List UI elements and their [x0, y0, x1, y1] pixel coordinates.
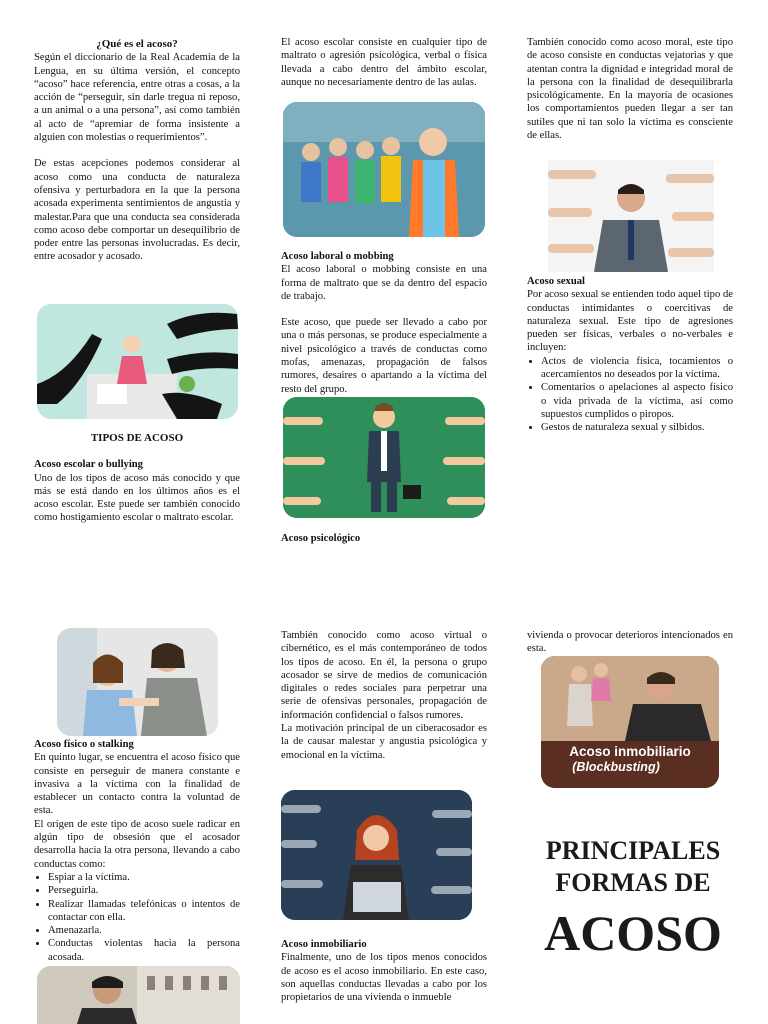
heading-fisico: Acoso físico o stalking: [34, 739, 134, 750]
list-item: • Amenazarla.: [48, 924, 240, 937]
paragraph: De estas acepciones podemos considerar al acoso como una conducta de naturaleza ofensiva y perturbadora en la que la persona acosada experimenta sentimientos de angustia y malestar.Para que una conducta sea considerada como acoso debe comportar un desequilibrio de poder entre las personas involucradas. Es decir, entre acosador y acosado.: [34, 158, 240, 263]
paragraph: También conocido como acoso virtual o cibernético, es el más contemporáneo de todos los tipos de acoso. En él, la persona o grupo acosador se sirve de medios de comunicación digitales o redes sociales para perpetrar una serie de ofensivas personales, propagación de información confidencial o falsos rumores.: [281, 630, 487, 721]
heading-inmobiliario: Acoso inmobiliario: [281, 939, 367, 950]
list-item: • Realizar llamadas telefónicas o intentos de contactar con ella.: [48, 898, 240, 925]
column-4: [34, 738, 240, 964]
paragraph: vivienda o provocar deterioros intencionados en esta.: [527, 630, 733, 655]
photo-pointing-fingers: [548, 160, 714, 272]
column-3: [527, 36, 733, 142]
photo-office-stalking: [57, 628, 218, 736]
paragraph: El origen de este tipo de acoso suele radicar en algún tipo de obsesión que el acosador desarrolla hacia la otra persona, llevando a cabo conductas como:: [34, 818, 240, 870]
list-item: • Comentarios o apelaciones al aspecto físico o vida privada de la víctima, así como supuestos cumplidos o piropos.: [541, 381, 733, 421]
column-3-bottom: [527, 275, 733, 435]
column-2-middle: [281, 250, 487, 396]
image-caption-title: Acoso inmobiliario: [569, 744, 691, 759]
photo-street-man: [37, 966, 240, 1024]
column-2-bottom: [281, 532, 487, 545]
image-caption-subtitle: (Blockbusting): [572, 760, 660, 774]
column-1-bottom: [34, 432, 240, 525]
illustration-stop-hands: [37, 304, 238, 419]
list-item: • Perseguirla.: [48, 884, 240, 897]
heading-sexual: Acoso sexual: [527, 276, 585, 287]
photo-bullying-kids: [283, 102, 485, 237]
cover-title-line-2: FORMAS DE: [555, 868, 711, 897]
paragraph: El acoso escolar consiste en cualquier tipo de maltrato o agresión psicológica, verbal o física llevada a cabo dentro del ámbito escolar, aunque no necesariamente dentro de las aulas.: [281, 37, 487, 88]
paragraph: El acoso laboral o mobbing consiste en una forma de maltrato que se da dentro del espacio de trabajo.: [281, 264, 487, 302]
paragraph: En quinto lugar, se encuentra el acoso físico que consiste en perseguir de manera constante e invasiva a la víctima con la finalidad de establecer un contacto contra la voluntad de esta.: [34, 752, 240, 817]
illustration-mobbing-fingers: [283, 397, 485, 518]
photo-blockbusting: [541, 656, 719, 788]
paragraph: La motivación principal de un ciberacosador es la de causar malestar y angustia psicológica y emocional en la víctima.: [281, 723, 487, 761]
list-item: • Espiar a la víctima.: [48, 871, 240, 884]
sexual-bullet-list: [527, 355, 733, 435]
column-5-bottom: [281, 938, 487, 1004]
heading-psicologico: Acoso psicológico: [281, 533, 361, 544]
heading-bullying: Acoso escolar o bullying: [34, 459, 143, 471]
cover-title-line-3: ACOSO: [544, 905, 722, 961]
paragraph: Según el diccionario de la Real Academia de la Lengua, en su última versión, el concepto “acoso” hace referencia, entre otras a cosas, a la acción de “perseguir, sin darle tregua ni reposo, a un animal o a una persona”, así como también al acto de “apremiar de forma insistente a alguien con molestias o requerimientos”.: [34, 52, 240, 144]
paragraph: Por acoso sexual se entienden todo aquel tipo de conductas intimidantes o coercitivas de naturaleza sexual. Este tipo de agresiones pueden ser físicas, verbales o no-verbales e incluyen:: [527, 289, 733, 354]
stalking-bullet-list: [34, 871, 240, 964]
paragraph: Este acoso, que puede ser llevado a cabo por una o más personas, se produce especialmente a nivel psicológico a través de conductas como mofas, amenazas, propagación de falsos rumores, desaires o apartando a la víctima del resto del grupo.: [281, 317, 487, 395]
heading-laboral: Acoso laboral o mobbing: [281, 251, 394, 262]
list-item: • Actos de violencia física, tocamientos o acercamientos no deseados por la víctima.: [541, 355, 733, 382]
column-2: [281, 36, 487, 89]
cover-title-line-1: PRINCIPALES: [545, 836, 721, 865]
paragraph: Finalmente, uno de los tipos menos conocidos de acoso es el acoso inmobiliario. En este caso, son aquellas conductas llevadas a cabo por los propietarios de una vivienda o inmueble: [281, 952, 487, 1004]
paragraph: Uno de los tipos de acoso más conocido y que más se está dando en los últimos años es el acoso escolar. Este puede ser también conocido como hostigamiento escolar o maltrato escolar.: [34, 472, 240, 524]
column-5: [281, 629, 487, 762]
section-title-que-es: ¿Qué es el acoso?: [96, 38, 178, 50]
column-1: [34, 38, 240, 264]
list-item: • Gestos de naturaleza sexual y silbidos.: [541, 421, 733, 434]
photo-cyberbullying: [281, 790, 472, 920]
column-6: [527, 629, 733, 656]
section-title-tipos: TIPOS DE ACOSO: [90, 432, 184, 444]
paragraph: También conocido como acoso moral, este tipo de acoso consiste en conductas vejatorias y que atentan contra la dignidad e integridad moral de la persona con la finalidad de desequilibrarla psicológicamente. En la mayoría de ocasiones los comportamientos pueden llegar a ser tan sutiles que ni tan solo la víctima es consciente de ellas.: [527, 37, 733, 142]
list-item: • Conductas violentas hacia la persona acosada.: [48, 937, 240, 964]
